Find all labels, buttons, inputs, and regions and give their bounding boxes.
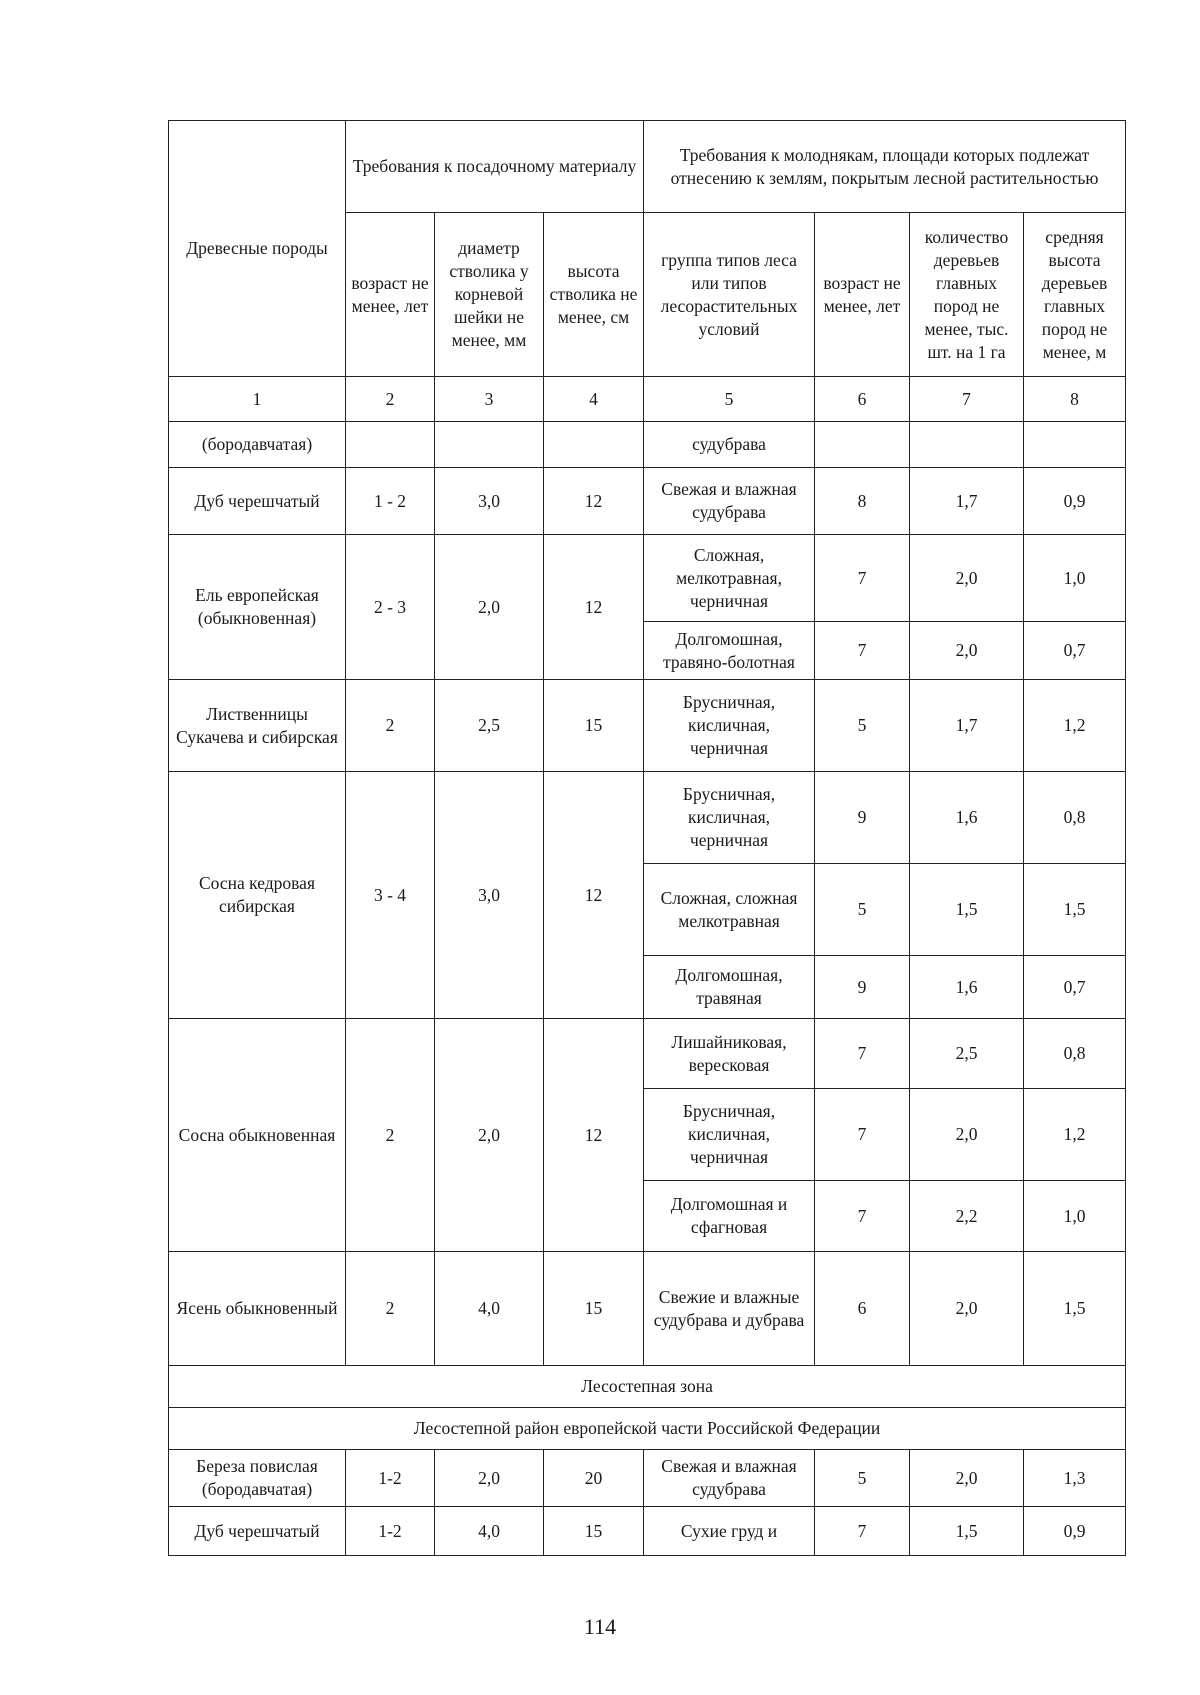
height-cell: 15 — [544, 1507, 644, 1556]
diameter-cell: 2,0 — [435, 1450, 544, 1507]
col-number: 3 — [435, 377, 544, 422]
species-cell: Лиственницы Сукачева и сибирская — [169, 680, 346, 772]
avg-height-cell: 1,2 — [1024, 1089, 1126, 1181]
zone-title: Лесостепная зона — [169, 1366, 1126, 1408]
empty-cell — [910, 422, 1024, 468]
forest-type-cell: Сложная, сложная мелкотравная — [644, 864, 815, 956]
forest-type-cell: судубрава — [644, 422, 815, 468]
avg-height-cell: 1,5 — [1024, 864, 1126, 956]
col-number: 8 — [1024, 377, 1126, 422]
diameter-cell: 3,0 — [435, 468, 544, 535]
tree-count-cell: 1,5 — [910, 864, 1024, 956]
young-age-cell: 7 — [815, 1019, 910, 1089]
species-cell: Сосна кедровая сибирская — [169, 772, 346, 1019]
height-cell: 15 — [544, 1252, 644, 1366]
diameter-cell: 2,0 — [435, 535, 544, 680]
empty-cell — [544, 422, 644, 468]
tree-count-cell: 1,7 — [910, 468, 1024, 535]
diameter-cell: 2,5 — [435, 680, 544, 772]
avg-height-cell: 1,2 — [1024, 680, 1126, 772]
forest-type-cell: Брусничная, кисличная, черничная — [644, 680, 815, 772]
young-age-cell: 7 — [815, 535, 910, 622]
age-cell: 1-2 — [346, 1450, 435, 1507]
height-cell: 15 — [544, 680, 644, 772]
avg-height-cell: 0,8 — [1024, 1019, 1126, 1089]
diameter-cell: 4,0 — [435, 1507, 544, 1556]
height-cell: 12 — [544, 1019, 644, 1252]
tree-count-cell: 2,2 — [910, 1181, 1024, 1252]
young-age-cell: 7 — [815, 1507, 910, 1556]
header-avg-height: средняя высота деревьев главных пород не менее, м — [1024, 213, 1126, 377]
forest-type-cell: Сухие груд и — [644, 1507, 815, 1556]
tree-count-cell: 1,6 — [910, 772, 1024, 864]
age-cell: 2 — [346, 1252, 435, 1366]
young-age-cell: 5 — [815, 864, 910, 956]
table-row — [169, 1252, 1126, 1366]
empty-cell — [815, 422, 910, 468]
species-cell: Береза повислая (бородавчатая) — [169, 1450, 346, 1507]
tree-count-cell: 2,0 — [910, 535, 1024, 622]
tree-count-cell: 1,5 — [910, 1507, 1024, 1556]
forest-type-cell: Лишайниковая, вересковая — [644, 1019, 815, 1089]
table-row — [169, 1450, 1126, 1507]
header-species: Древесные породы — [169, 121, 346, 377]
requirements-table — [168, 120, 1126, 1556]
height-cell: 12 — [544, 468, 644, 535]
table-body — [169, 121, 1126, 1556]
forest-type-cell: Свежая и влажная судубрава — [644, 1450, 815, 1507]
table-row — [169, 772, 1126, 864]
age-cell: 2 — [346, 1019, 435, 1252]
col-number: 2 — [346, 377, 435, 422]
young-age-cell: 9 — [815, 956, 910, 1019]
header-tree-count: количество деревьев главных пород не менее, тыс. шт. на 1 га — [910, 213, 1024, 377]
header-young-age: возраст не менее, лет — [815, 213, 910, 377]
young-age-cell: 5 — [815, 680, 910, 772]
forest-type-cell: Свежая и влажная судубрава — [644, 468, 815, 535]
col-number: 6 — [815, 377, 910, 422]
header-age: возраст не менее, лет — [346, 213, 435, 377]
empty-cell — [346, 422, 435, 468]
table-row — [169, 1019, 1126, 1089]
col-number: 4 — [544, 377, 644, 422]
col-number: 1 — [169, 377, 346, 422]
tree-count-cell: 2,0 — [910, 1252, 1024, 1366]
species-cell: Ель европейская (обыкновенная) — [169, 535, 346, 680]
tree-count-cell: 2,0 — [910, 1089, 1024, 1181]
forest-type-cell: Долгомошная, травяная — [644, 956, 815, 1019]
table-row — [169, 535, 1126, 622]
region-title: Лесостепной район европейской части Российской Федерации — [169, 1408, 1126, 1450]
header-diameter: диаметр стволика у корневой шейки не менее, мм — [435, 213, 544, 377]
young-age-cell: 8 — [815, 468, 910, 535]
avg-height-cell: 0,9 — [1024, 1507, 1126, 1556]
age-cell: 2 - 3 — [346, 535, 435, 680]
region-title-row — [169, 1408, 1126, 1450]
avg-height-cell: 1,0 — [1024, 1181, 1126, 1252]
age-cell: 1-2 — [346, 1507, 435, 1556]
table-row — [169, 468, 1126, 535]
age-cell: 3 - 4 — [346, 772, 435, 1019]
header-forest-type: группа типов леса или типов лесорастительных условий — [644, 213, 815, 377]
young-age-cell: 5 — [815, 1450, 910, 1507]
avg-height-cell: 1,0 — [1024, 535, 1126, 622]
avg-height-cell: 0,9 — [1024, 468, 1126, 535]
avg-height-cell: 0,8 — [1024, 772, 1126, 864]
diameter-cell: 3,0 — [435, 772, 544, 1019]
tree-count-cell: 2,5 — [910, 1019, 1024, 1089]
column-number-row — [169, 377, 1126, 422]
table-row — [169, 1507, 1126, 1556]
young-age-cell: 7 — [815, 1089, 910, 1181]
avg-height-cell: 1,3 — [1024, 1450, 1126, 1507]
species-cell: Ясень обыкновенный — [169, 1252, 346, 1366]
empty-cell — [1024, 422, 1126, 468]
col-number: 7 — [910, 377, 1024, 422]
height-cell: 12 — [544, 772, 644, 1019]
age-cell: 1 - 2 — [346, 468, 435, 535]
young-age-cell: 9 — [815, 772, 910, 864]
zone-title-row — [169, 1366, 1126, 1408]
height-cell: 20 — [544, 1450, 644, 1507]
col-number: 5 — [644, 377, 815, 422]
tree-count-cell: 2,0 — [910, 1450, 1024, 1507]
forest-type-cell: Сложная, мелкотравная, черничная — [644, 535, 815, 622]
age-cell: 2 — [346, 680, 435, 772]
page-number: 114 — [583, 1614, 617, 1639]
tree-count-cell: 1,6 — [910, 956, 1024, 1019]
avg-height-cell: 0,7 — [1024, 956, 1126, 1019]
tree-count-cell: 1,7 — [910, 680, 1024, 772]
table-row — [169, 680, 1126, 772]
forest-type-cell: Брусничная, кисличная, черничная — [644, 1089, 815, 1181]
tree-count-cell: 2,0 — [910, 622, 1024, 680]
header-height: высота стволика не менее, см — [544, 213, 644, 377]
species-cell: Дуб черешчатый — [169, 468, 346, 535]
height-cell: 12 — [544, 535, 644, 680]
young-age-cell: 7 — [815, 622, 910, 680]
diameter-cell: 2,0 — [435, 1019, 544, 1252]
continuation-row — [169, 422, 1126, 468]
forest-type-cell: Долгомошная, травяно-болотная — [644, 622, 815, 680]
header-young-growth: Требования к молоднякам, площади которых подлежат отнесению к землям, покрытым лесной растительностью — [644, 121, 1126, 213]
species-cell: (бородавчатая) — [169, 422, 346, 468]
young-age-cell: 6 — [815, 1252, 910, 1366]
young-age-cell: 7 — [815, 1181, 910, 1252]
diameter-cell: 4,0 — [435, 1252, 544, 1366]
header-planting-material: Требования к посадочному материалу — [346, 121, 644, 213]
avg-height-cell: 1,5 — [1024, 1252, 1126, 1366]
forest-type-cell: Свежие и влажные судубрава и дубрава — [644, 1252, 815, 1366]
forest-type-cell: Брусничная, кисличная, черничная — [644, 772, 815, 864]
species-cell: Дуб черешчатый — [169, 1507, 346, 1556]
header-row — [169, 121, 1126, 213]
avg-height-cell: 0,7 — [1024, 622, 1126, 680]
forest-type-cell: Долгомошная и сфагновая — [644, 1181, 815, 1252]
empty-cell — [435, 422, 544, 468]
species-cell: Сосна обыкновенная — [169, 1019, 346, 1252]
